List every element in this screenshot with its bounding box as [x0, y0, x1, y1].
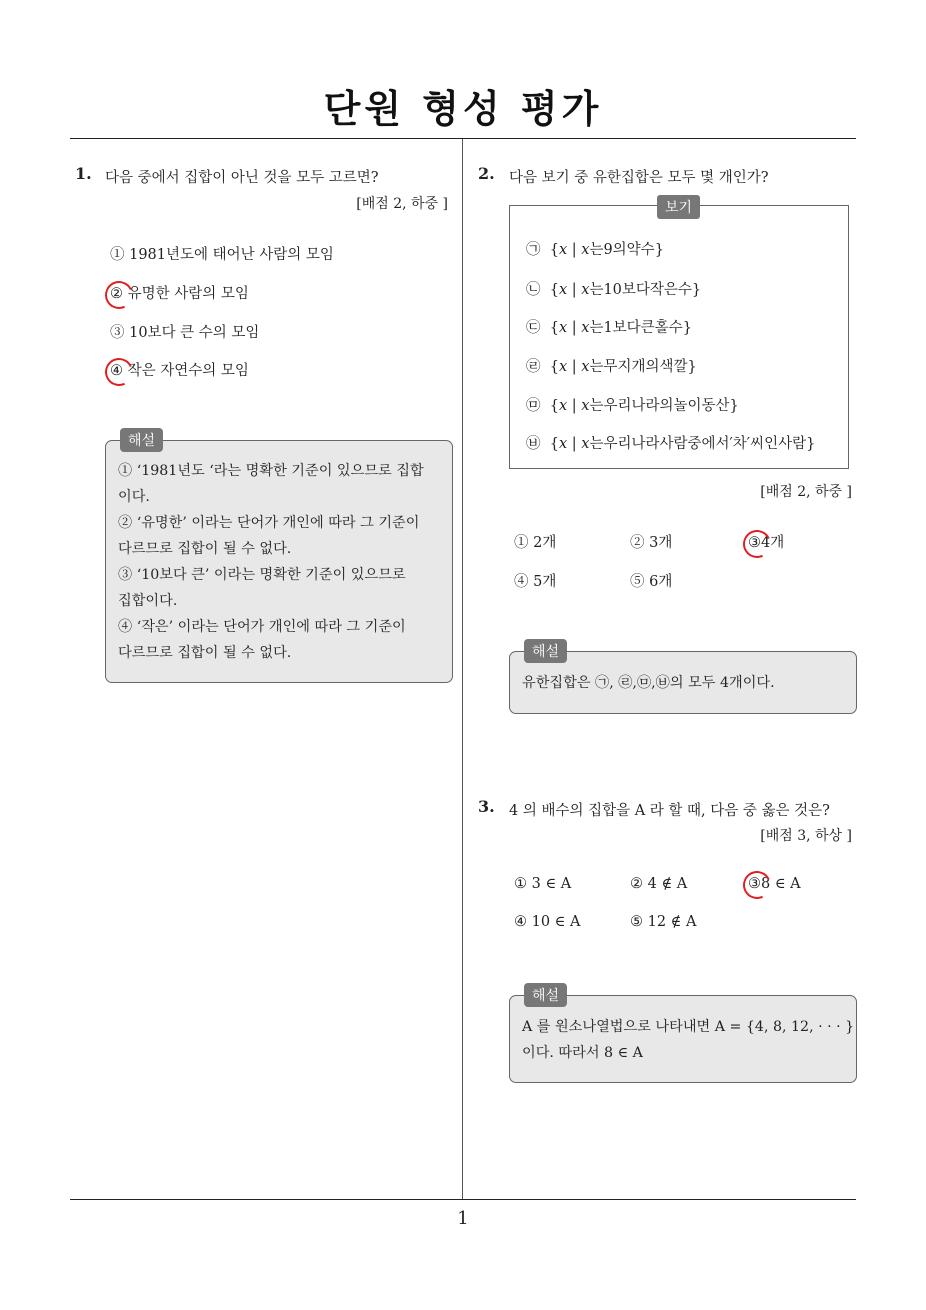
option-marker: ②: [630, 876, 643, 892]
q2-bogi-label: 보기: [657, 195, 700, 219]
q1-option-4[interactable]: [110, 359, 249, 380]
answer-circle-mark: [739, 526, 775, 562]
q1-option-3[interactable]: [110, 321, 259, 342]
option-marker: ①: [110, 247, 125, 263]
column-divider: [462, 139, 463, 1200]
option-text: 3개: [644, 535, 673, 551]
option-text: 10 ∈ A: [527, 914, 581, 930]
q2-text: 다음 보기 중 유한집합은 모두 몇 개인가?: [509, 170, 769, 186]
page-title: 단원 형성 평가: [323, 87, 603, 131]
answer-circle-mark: [739, 867, 775, 903]
q1-score: [배점 2, 하중 ]: [356, 196, 448, 212]
option-marker: ③: [748, 876, 761, 892]
q3-option-4[interactable]: [514, 914, 580, 930]
explanation-line: 다르므로 집합이 될 수 없다.: [118, 541, 292, 557]
q3-number: 3.: [478, 797, 495, 816]
q2-option-4[interactable]: [514, 570, 556, 591]
q2-bogi-item-4: ㉣ {x | x는무지개의색깔}: [526, 359, 697, 375]
option-text: 5개: [528, 574, 557, 590]
bottom-divider: [70, 1199, 856, 1200]
explanation-line: ② ‘유명한’ 이라는 단어가 개인에 따라 그 기준이: [118, 515, 420, 531]
explanation-line: ① ‘1981년도 ‘라는 명확한 기준이 있으므로 집합: [118, 463, 424, 479]
option-marker: ③: [110, 325, 125, 341]
option-text: 6개: [644, 574, 673, 590]
option-text: 2개: [528, 535, 557, 551]
option-marker: ①: [514, 876, 527, 892]
option-text: 4개: [761, 535, 785, 551]
q2-option-3[interactable]: [748, 531, 784, 552]
q2-bogi-item-2: ㉡ {x | x는10보다작은수}: [526, 282, 702, 298]
explanation-line: ③ ‘10보다 큰’ 이라는 명확한 기준이 있으므로: [118, 567, 406, 583]
option-marker: ⑤: [630, 574, 645, 590]
option-text: 4 ∉ A: [643, 876, 688, 892]
q1-number: 1.: [75, 164, 92, 183]
q2-number: 2.: [478, 164, 495, 183]
option-marker: ②: [110, 286, 123, 302]
q3-option-1[interactable]: [514, 876, 571, 892]
option-text: 12 ∉ A: [643, 914, 697, 930]
top-divider: [70, 138, 856, 139]
option-text: 유명한 사람의 모임: [123, 286, 249, 302]
q2-bogi-item-6: ㉥ {x | x는우리나라사람중에서′차′씨인사람}: [526, 436, 816, 452]
q2-explanation-text: 유한집합은 ㉠, ㉣,㉤,㉥의 모두 4개이다.: [522, 675, 775, 691]
q1-option-1[interactable]: [110, 243, 334, 264]
option-marker: ①: [514, 535, 529, 551]
option-marker: ④: [514, 914, 527, 930]
option-marker: ④: [514, 574, 529, 590]
q2-bogi-item-5: ㉤ {x | x는우리나라의놀이동산}: [526, 398, 739, 414]
q2-option-2[interactable]: [630, 531, 672, 552]
answer-circle-mark: [101, 354, 137, 390]
option-marker: ⑤: [630, 914, 643, 930]
q2-option-1[interactable]: [514, 531, 556, 552]
page-number: 1: [457, 1208, 469, 1229]
q3-score: [배점 3, 하상 ]: [760, 828, 852, 844]
q3-text: 4 의 배수의 집합을 A 라 할 때, 다음 중 옳은 것은?: [509, 803, 830, 819]
q3-option-3[interactable]: [748, 876, 801, 892]
q1-option-2[interactable]: [110, 282, 249, 303]
q2-bogi-item-1: ㉠ {x | x는9의약수}: [526, 242, 664, 258]
option-text: 8 ∈ A: [761, 876, 801, 892]
q3-option-5[interactable]: [630, 914, 696, 930]
q2-explanation-label: 해설: [524, 639, 567, 663]
q1-explanation-label: 해설: [120, 428, 163, 452]
explanation-line: 집합이다.: [118, 593, 178, 609]
q3-explanation-label: 해설: [524, 983, 567, 1007]
option-marker: ③: [748, 535, 761, 551]
explanation-line: ④ ‘작은’ 이라는 단어가 개인에 따라 그 기준이: [118, 619, 406, 635]
option-marker: ②: [630, 535, 645, 551]
option-text: 1981년도에 태어난 사람의 모임: [124, 247, 334, 263]
q3-explanation-text: [522, 1014, 854, 1066]
option-text: 작은 자연수의 모임: [123, 363, 249, 379]
explanation-line: 이다. 따라서 8 ∈ A: [522, 1045, 643, 1061]
explanation-line: A 를 원소나열법으로 나타내면 A = {4, 8, 12, · · · }: [522, 1019, 855, 1035]
option-text: 10보다 큰 수의 모임: [124, 325, 260, 341]
option-text: 3 ∈ A: [527, 876, 572, 892]
q2-option-5[interactable]: [630, 570, 672, 591]
explanation-line: 이다.: [118, 489, 150, 505]
q2-score: [배점 2, 하중 ]: [760, 484, 852, 500]
q1-explanation-text: [118, 458, 448, 666]
explanation-line: 다르므로 집합이 될 수 없다.: [118, 645, 292, 661]
q1-text: 다음 중에서 집합이 아닌 것을 모두 고르면?: [105, 170, 379, 186]
q2-bogi-item-3: ㉢ {x | x는1보다큰홀수}: [526, 320, 692, 336]
q3-option-2[interactable]: [630, 876, 687, 892]
option-marker: ④: [110, 363, 123, 379]
answer-circle-mark: [101, 277, 137, 313]
